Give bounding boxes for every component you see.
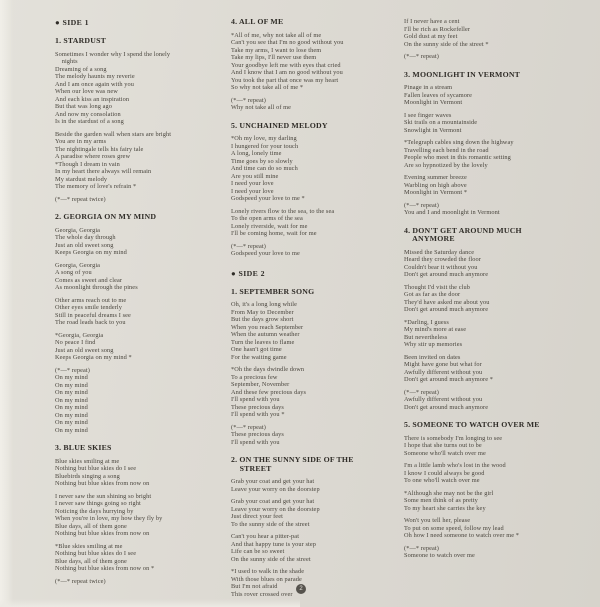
lyric-line: *Though I dream in vain: [55, 160, 120, 168]
lyric-line: And time can do so much: [231, 165, 298, 173]
lyric-line: And I know that I am no good without you: [231, 69, 343, 77]
lyric-line: A song of you: [55, 269, 92, 277]
lyric-line: Are so hypnotized by the lovely: [404, 161, 488, 169]
lyric-line: Don't get around much anymore: [404, 403, 489, 411]
lyric-line: Keeps Georgia on my mind: [55, 249, 127, 257]
lyric-line: Blue days, all of them gone: [55, 557, 127, 565]
lyric-line: Oh how I need someone to watch over me *: [404, 532, 520, 540]
lyric-line: To my heart she carries the key: [404, 504, 486, 512]
lyric-line: Dreaming of a song: [55, 65, 107, 73]
heading-line: 2. ON THE SUNNY SIDE OF THE: [231, 455, 354, 465]
lyric-line: On my mind: [55, 419, 88, 427]
lyric-line: But I'm not afraid: [231, 583, 278, 591]
lyric-line: Heard they crowded the floor: [404, 256, 481, 264]
lyric-line: *Telegraph cables sing down the highway: [404, 139, 514, 147]
stanza: [231, 208, 399, 238]
heading-line: 2. GEORGIA ON MY MIND: [55, 212, 157, 222]
stanza: [55, 196, 227, 204]
stanza: [55, 131, 227, 191]
stanza: [404, 53, 576, 61]
lyric-line: (*—* repeat): [404, 201, 439, 209]
lyric-line: On my mind: [55, 396, 88, 404]
lyric-line: Don't get around much anymore: [404, 271, 489, 279]
lyric-line: On my mind: [55, 374, 88, 382]
lyric-line: Georgia, Georgia: [55, 261, 101, 269]
lyric-line: Some men think of as pretty: [404, 497, 478, 505]
lyric-line: I'll be coming home, wait for me: [231, 230, 317, 238]
lyric-line: Won't you tell her, please: [404, 517, 471, 525]
lyric-line: So why not take all of me *: [231, 84, 304, 92]
lyric-line: With those blues on parade: [231, 575, 302, 583]
lyric-line: Fallen leaves of sycamore: [404, 91, 473, 99]
lyric-line: I'm a little lamb who's lost in the wood: [404, 462, 506, 470]
lyric-line: Just an old sweet song: [55, 241, 114, 249]
lyric-line: Blue days, all of them gone: [55, 522, 127, 530]
lyric-line: Why not take all of me: [231, 104, 292, 112]
heading-line: 5. UNCHAINED MELODY: [231, 120, 328, 130]
stanza: [231, 301, 399, 361]
heading-line: ● SIDE 1: [55, 18, 89, 27]
lyric-line: Travelling each bend in the road: [404, 146, 489, 154]
lyric-line: In my heart there always will remain: [55, 168, 152, 176]
stanza: [55, 51, 227, 126]
stanza: [55, 543, 227, 573]
lyric-line: *Blue skies smiling at me: [55, 542, 123, 550]
lyric-line: To the sunny side of the street: [231, 520, 310, 528]
lyric-line: When the autumn weather: [231, 331, 300, 339]
song-title: [231, 456, 399, 473]
lyric-line: (*—* repeat): [231, 242, 266, 250]
lyric-line: Someone to watch over me: [404, 552, 475, 560]
lyric-line: Nothing but blue skies from now on *: [55, 565, 155, 573]
lyric-line: Blue skies smiling at me: [55, 457, 120, 465]
lyrics-column-3: [404, 18, 576, 565]
lyric-line: (*—* repeat): [231, 423, 266, 431]
stanza: [404, 354, 576, 384]
stanza: [404, 112, 576, 135]
lyric-line: If I never have a cent: [404, 18, 460, 25]
stanza: [404, 202, 576, 217]
lyric-line: (*—* repeat): [55, 366, 90, 374]
lyric-line: Take my arms, I want to lose them: [231, 46, 322, 54]
lyric-line: When you're in love, my how they fly by: [55, 515, 163, 523]
heading-line: 3. MOONLIGHT IN VERMONT: [404, 69, 521, 79]
stanza: [55, 297, 227, 327]
lyric-line: You are in my arms: [55, 138, 107, 146]
stanza: [231, 97, 399, 112]
heading-line: 4. ALL OF ME: [231, 17, 284, 26]
stanza: [231, 478, 399, 493]
heading-line: 1. SEPTEMBER SONG: [231, 286, 315, 296]
stanza: [404, 18, 576, 48]
lyric-line: On my mind: [55, 389, 88, 397]
lyric-line: Grab your coat and get your hat: [231, 478, 315, 486]
lyric-line: This rover crossed over: [231, 590, 293, 598]
lyric-line: And that happy tune is your step: [231, 540, 317, 548]
lyric-line: To a precious few: [231, 373, 278, 381]
lyric-line: *Oh my love, my darling: [231, 135, 297, 143]
lyric-line: My stardust melody: [55, 175, 108, 183]
lyric-line: I'll spend with you *: [231, 411, 285, 419]
lyric-line: Couldn't bear it without you: [404, 263, 478, 271]
song-title: [55, 37, 227, 46]
lyric-line: But that was long ago: [55, 103, 113, 111]
lyric-line: Nothing but blue skies from now on: [55, 530, 150, 538]
song-title: [231, 18, 399, 27]
stanza: [404, 319, 576, 349]
lyric-line: Noticing the days hurrying by: [55, 507, 134, 515]
lyric-line: September, November: [231, 381, 290, 389]
stanza: [231, 424, 399, 447]
lyric-line: Grab your coat and get your hat: [231, 498, 315, 506]
stanza: [55, 227, 227, 257]
lyric-line: To one who'll watch over me: [404, 477, 480, 485]
lyric-line: I need your love: [231, 180, 274, 188]
lyric-line: I'll spend with you: [231, 438, 280, 446]
song-title: [404, 421, 576, 430]
lyric-line: Someone who'll watch over me: [404, 449, 486, 457]
lyric-line: On the sunny side of the street: [231, 555, 311, 563]
lyric-line: *I used to walk in the shade: [231, 568, 305, 576]
lyric-line: The nightingale tells his fairy tale: [55, 145, 144, 153]
lyric-line: When our love was new: [55, 88, 118, 96]
stanza: [404, 490, 576, 513]
paper-left-edge: [0, 0, 13, 607]
stanza: [404, 249, 576, 279]
lyric-line: Comes as sweet and clear: [55, 276, 123, 284]
lyric-line: I see finger waves: [404, 111, 452, 119]
stanza: [404, 284, 576, 314]
lyric-line: I'll be rich as Rockefeller: [404, 25, 471, 33]
stanza: [231, 366, 399, 419]
lyric-line: Time goes by so slowly: [231, 157, 293, 165]
lyric-line: My mind's more at ease: [404, 326, 467, 334]
lyric-line: Is in the stardust of a song: [55, 118, 124, 126]
song-title: [55, 213, 227, 222]
lyric-line: I hope that she turns out to be: [404, 442, 482, 450]
lyric-line: And each kiss an inspiration: [55, 95, 130, 103]
stanza: [55, 458, 227, 488]
lyric-line: These precious days: [231, 431, 284, 439]
lyric-line: These precious days: [231, 403, 284, 411]
lyric-line: Take my lips, I'll never use them: [231, 54, 317, 62]
lyric-line: And I am once again with you: [55, 80, 135, 88]
lyric-line: The memory of love's refrain *: [55, 183, 137, 191]
lyric-line: Evening summer breeze: [404, 174, 467, 182]
lyric-line: *Oh the days dwindle down: [231, 366, 305, 374]
lyric-line: Oh, it's a long long while: [231, 301, 297, 309]
lyric-line: As moonlight through the pines: [55, 284, 138, 292]
lyric-line: I hungered for your touch: [231, 142, 299, 150]
lyric-line: (*—* repeat): [404, 388, 439, 396]
lyric-line: Life can be so sweet: [231, 548, 285, 556]
lyric-line: Moonlight in Vermont *: [404, 189, 468, 197]
stanza: [55, 367, 227, 435]
lyric-line: Your goodbye left me with eyes that cried: [231, 61, 341, 69]
lyric-line: On my mind: [55, 426, 88, 434]
lyric-line: Lonely riverside, wait for me: [231, 222, 308, 230]
lyric-line: (*—* repeat twice): [55, 195, 106, 203]
lyric-line: Don't get around much anymore *: [404, 376, 494, 384]
lyric-line: Other eyes smile tenderly: [55, 304, 123, 312]
lyric-line: On my mind: [55, 404, 88, 412]
lyric-line: I need your love: [231, 187, 274, 195]
lyric-line: A long, lonely time: [231, 150, 282, 158]
lyric-line: Keeps Georgia on my mind *: [55, 354, 132, 362]
lyric-line: I'll spend with you: [231, 396, 280, 404]
song-title: [404, 227, 576, 244]
lyric-line: Godspeed your love to me: [231, 250, 300, 258]
stanza: [231, 498, 399, 528]
stanza: [55, 262, 227, 292]
lyric-line: Georgia, Georgia: [55, 226, 101, 234]
lyric-line: People who meet in this romantic setting: [404, 154, 511, 162]
lyric-line: Turn the leaves to flame: [231, 338, 295, 346]
lyric-line: (*—* repeat): [404, 53, 439, 60]
lyric-line: nights: [55, 58, 78, 66]
stanza: [404, 139, 576, 169]
lyric-line: Missed the Saturday dance: [404, 248, 475, 256]
lyric-line: Godspeed your love to me *: [231, 195, 305, 203]
stanza: [404, 84, 576, 107]
lyric-line: There is somebody I'm longing to see: [404, 434, 503, 442]
stanza: [55, 332, 227, 362]
heading-line: STREET: [231, 463, 272, 473]
lyric-line: Thought I'd visit the club: [404, 283, 470, 291]
lyric-line: The road leads back to you: [55, 319, 126, 327]
lyric-line: Leave your worry on the doorstep: [231, 505, 320, 513]
lyric-line: You took the part that once was my heart: [231, 76, 339, 84]
lyric-line: On the sunny side of the street *: [404, 40, 489, 48]
song-title: [231, 122, 399, 131]
page-number-badge: 2: [296, 584, 306, 594]
lyric-line: Don't get around much anymore: [404, 306, 489, 314]
stanza: [404, 174, 576, 197]
lyric-line: On my mind: [55, 411, 88, 419]
stanza: [404, 545, 576, 560]
lyric-line: Leave your worry on the doorstep: [231, 485, 320, 493]
stanza: [404, 517, 576, 540]
lyric-line: I never saw things going so right: [55, 500, 141, 508]
lyric-line: Why stir up memories: [404, 341, 463, 349]
lyric-line: Nothing but blue skies do I see: [55, 465, 137, 473]
lyric-line: Snowlight in Vermont: [404, 126, 462, 134]
song-title: [55, 444, 227, 453]
lyric-line: One hasn't got time: [231, 346, 282, 354]
lyric-line: Been invited on dates: [404, 353, 461, 361]
heading-line: 4. DON'T GET AROUND MUCH: [404, 225, 522, 235]
stanza: [404, 389, 576, 412]
lyric-line: You and I and moonlight in Vermont: [404, 209, 500, 217]
lyric-line: When you reach September: [231, 323, 304, 331]
lyric-line: Are you still mine: [231, 172, 279, 180]
lyric-line: Still in peaceful dreams I see: [55, 311, 131, 319]
lyric-line: Just an old sweet song: [55, 346, 114, 354]
lyric-line: (*—* repeat): [231, 96, 266, 104]
lyrics-column-2: [231, 18, 399, 603]
lyric-line: A paradise where roses grew: [55, 153, 131, 161]
lyric-line: *Although she may not be the girl: [404, 489, 494, 497]
lyric-line: And now my consolation: [55, 110, 121, 118]
lyric-line: I never saw the sun shining so bright: [55, 492, 152, 500]
heading-line: 1. STARDUST: [55, 36, 107, 45]
lyric-line: (*—* repeat twice): [55, 577, 106, 585]
lyric-line: Sometimes I wonder why I spend the lonely: [55, 50, 171, 58]
lyric-line: Beside the garden wall when stars are bright: [55, 130, 172, 138]
lyric-line: Warbling on high above: [404, 181, 467, 189]
lyric-line: And these few precious days: [231, 388, 307, 396]
lyric-line: Can't you hear a pitter-pat: [231, 533, 300, 541]
lyric-line: Other arms reach out to me: [55, 296, 127, 304]
lyric-line: Bluebirds singing a song: [55, 472, 120, 480]
song-title: [404, 71, 576, 80]
song-title: [231, 288, 399, 297]
lyric-line: Ski trails on a mountainside: [404, 119, 478, 127]
lyric-line: Might have gone but what for: [404, 361, 482, 369]
heading-line: 5. SOMEONE TO WATCH OVER ME: [404, 420, 540, 430]
stanza: [231, 135, 399, 203]
lyric-line: To put on some speed, follow my lead: [404, 524, 504, 532]
lyric-line: *Georgia, Georgia: [55, 331, 104, 339]
lyric-line: But nevertheless: [404, 333, 448, 341]
lyric-line: Awfully different without you: [404, 368, 483, 376]
side-label: [55, 18, 227, 27]
lyric-line: Gold dust at my feet: [404, 33, 458, 40]
lyric-line: The whole day through: [55, 234, 116, 242]
lyric-line: *All of me, why not take all of me: [231, 31, 322, 39]
lyric-line: But the days grow short: [231, 316, 294, 324]
lyric-line: They'd have asked me about you: [404, 298, 490, 306]
stanza: [231, 32, 399, 92]
stanza: [55, 578, 227, 586]
heading-line: ● SIDE 2: [231, 268, 265, 278]
lyric-line: Can't you see that I'm no good without you: [231, 39, 344, 47]
stanza: [231, 533, 399, 563]
lyric-line: On my mind: [55, 381, 88, 389]
stanza: [231, 243, 399, 258]
lyric-line: I know I could always be good: [404, 469, 485, 477]
stanza: [404, 435, 576, 458]
heading-line: ANYMORE: [404, 234, 455, 244]
lyric-line: Pinage in a stream: [404, 84, 453, 92]
side-label: [231, 269, 399, 278]
lyric-line: From May to December: [231, 308, 294, 316]
stanza: [55, 493, 227, 538]
lyric-line: Awfully different without you: [404, 396, 483, 404]
lyric-line: Nothing but blue skies do I see: [55, 550, 137, 558]
lyric-line: Lonely rivers flow to the sea, to the sea: [231, 207, 335, 215]
lyric-line: (*—* repeat): [404, 544, 439, 552]
lyric-line: For the waiting game: [231, 353, 287, 361]
stanza: [404, 462, 576, 485]
lyric-line: Just direct your feet: [231, 513, 283, 521]
lyric-line: Got as far as the door: [404, 291, 461, 299]
lyric-line: Nothing but blue skies from now on: [55, 480, 150, 488]
lyric-line: *Darling, I guess: [404, 318, 449, 326]
lyric-line: Moonlight in Vermont: [404, 99, 463, 107]
lyrics-column-1: [55, 18, 227, 590]
heading-line: 3. BLUE SKIES: [55, 443, 112, 453]
stanza: [231, 568, 399, 598]
lyric-line: The melody haunts my reverie: [55, 73, 135, 81]
lyric-line: To the open arms of the sea: [231, 215, 303, 223]
lyric-line: No peace I find: [55, 339, 96, 347]
